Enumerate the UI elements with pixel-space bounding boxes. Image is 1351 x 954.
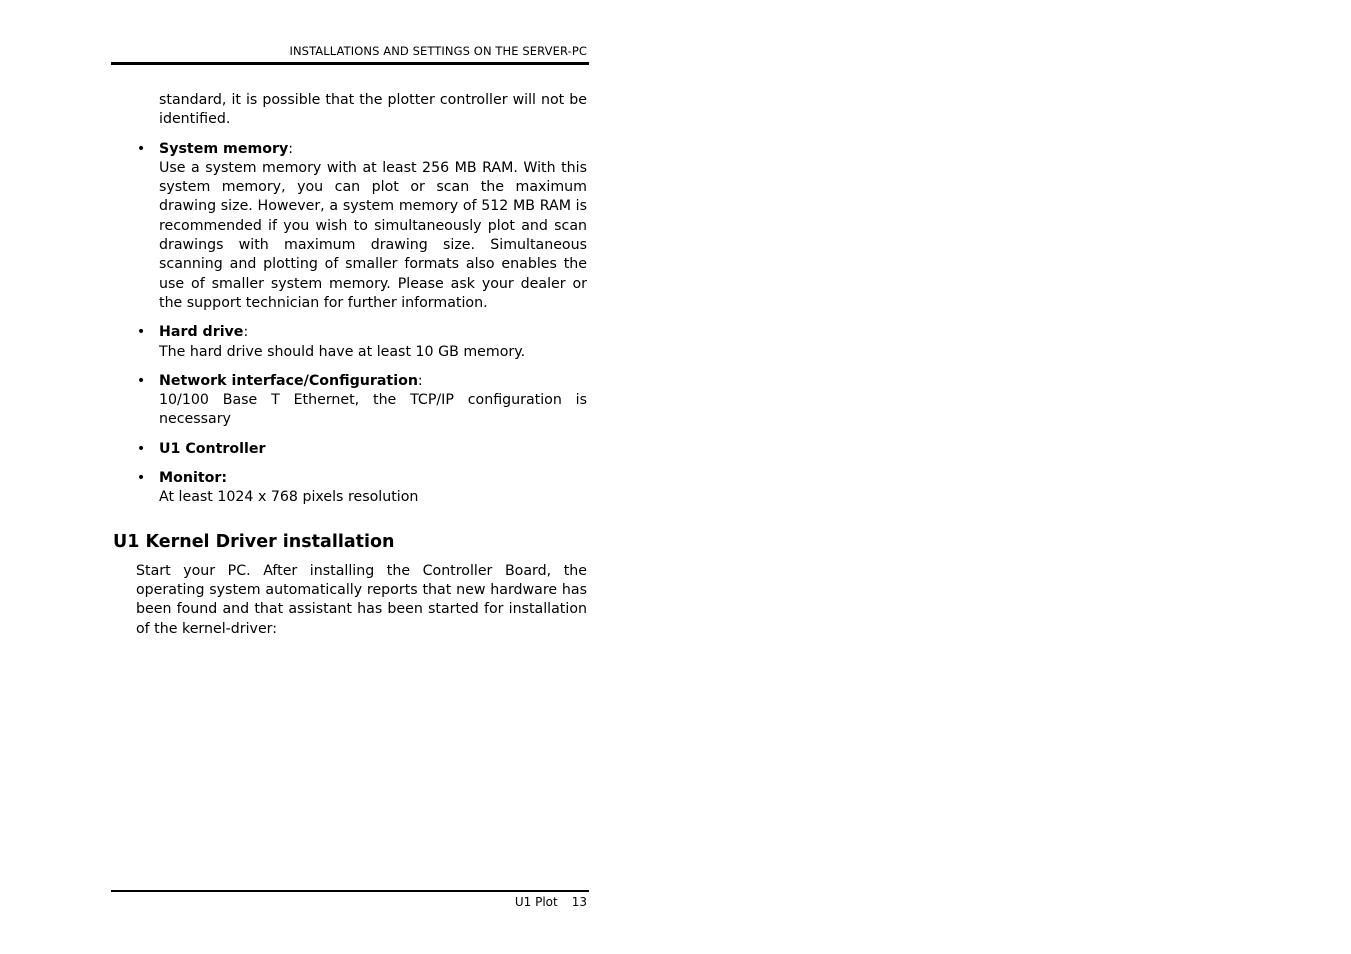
bullet-icon: •	[136, 440, 146, 457]
footer-product: U1 Plot	[514, 895, 558, 909]
item-term-suffix: :	[417, 372, 423, 389]
bullet-icon: •	[136, 324, 146, 341]
page-content	[111, 91, 587, 639]
page-footer	[111, 894, 587, 910]
continued-paragraph: standard, it is possible that the plotter controller will not be identified.	[159, 92, 587, 128]
item-term: U1 Controller	[159, 440, 266, 457]
bullet-icon: •	[136, 470, 146, 487]
page-number: 13	[571, 895, 587, 909]
requirements-list	[111, 140, 587, 508]
item-description: 10/100 Base T Ethernet, the TCP/IP configuration is necessary	[159, 392, 587, 428]
item-term-suffix: :	[288, 140, 293, 157]
bullet-icon: •	[136, 140, 146, 157]
item-description: Use a system memory with at least 256 MB RAM. With this system memory, you can plot or scan the maximum drawing size. However, a system memory of 512 MB RAM is recommended if you wish to simultaneously plot and scan drawings with maximum drawing size. Simultaneous scanning and plotting of smaller formats also enables the use of smaller system memory. Please ask your dealer or the support technician for further information.	[159, 159, 587, 311]
item-term: Network interface/Configuration	[159, 372, 418, 389]
item-term-suffix: :	[243, 324, 249, 341]
list-item-network-interface	[111, 372, 587, 430]
list-item-monitor	[111, 469, 587, 508]
item-description: The hard drive should have at least 10 GB memory.	[159, 343, 526, 360]
header-rule	[111, 62, 589, 65]
footer-rule	[111, 890, 589, 892]
item-term: Hard drive	[159, 324, 244, 341]
item-term: System memory	[159, 140, 289, 157]
list-item-hard-drive	[111, 323, 587, 362]
bullet-icon: •	[136, 372, 146, 389]
item-term: Monitor:	[159, 470, 228, 487]
section-paragraph: Start your PC. After installing the Controller Board, the operating system automatically reports that new hardware has been found and that assistant has been started for installation of the kernel-driver:	[136, 562, 587, 637]
section-heading: U1 Kernel Driver installation	[113, 531, 395, 552]
item-description: At least 1024 x 768 pixels resolution	[159, 489, 419, 506]
list-item-system-memory	[111, 140, 587, 314]
running-header: INSTALLATIONS AND SETTINGS ON THE SERVER-PC	[289, 44, 587, 58]
list-item-u1-controller	[111, 440, 587, 459]
